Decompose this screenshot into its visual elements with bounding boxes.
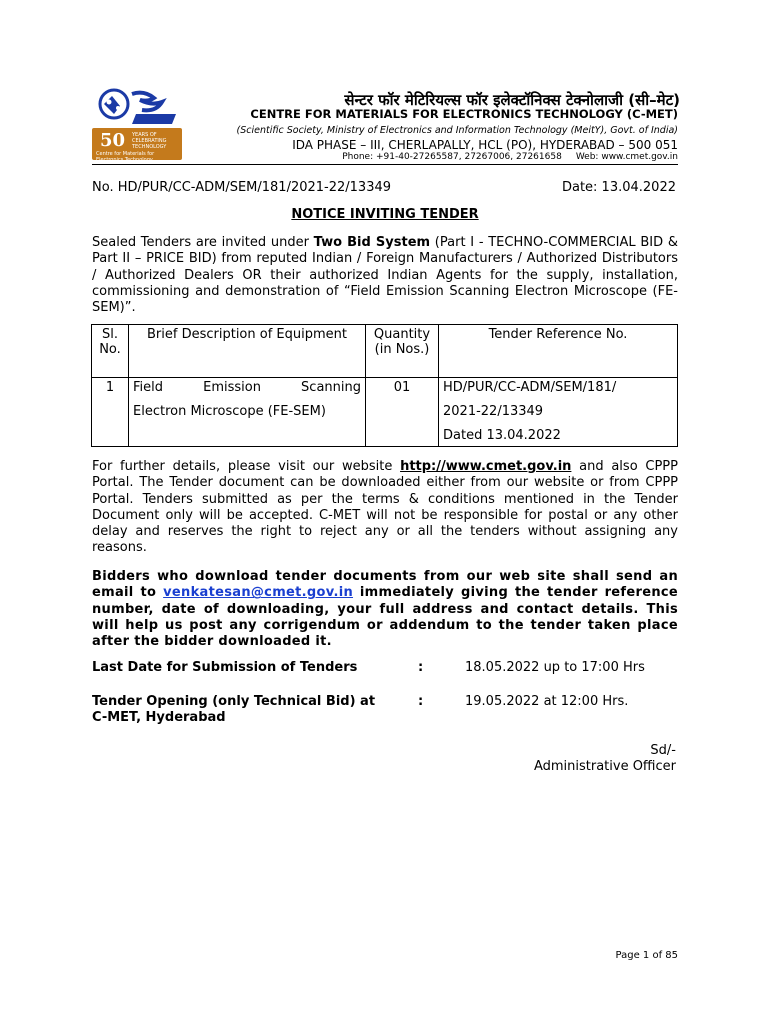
header-quantity: Quantity (in Nos.) [366, 325, 439, 378]
description-line-2: Electron Microscope (FE-SEM) [133, 404, 326, 419]
org-phone: Phone: +91-40-27265587, 27267006, 27261658 [342, 152, 562, 162]
opening-label: Tender Opening (only Technical Bid) at C-MET, Hyderabad [92, 694, 376, 725]
description-line-1 [133, 380, 361, 396]
description-word-3: Scanning [301, 380, 361, 395]
cell-reference [439, 378, 678, 447]
cmet-logo-icon [92, 84, 184, 130]
signature-sd: Sd/- [650, 743, 676, 758]
header-description: Brief Description of Equipment [129, 325, 366, 378]
signature-designation: Administrative Officer [533, 759, 676, 774]
submission-label: Last Date for Submission of Tenders [92, 660, 358, 675]
intro-pre: Sealed Tenders are invited under [92, 235, 314, 250]
reference-line-1: HD/PUR/CC-ADM/SEM/181/ [443, 380, 617, 395]
further-post: and also CPPP Portal. The Tender document can be downloaded either from our website or from CPPP Portal. Tenders submitted as per the terms & conditions mentioned in the Tender Document only will be accepted. C-MET will not be responsible for postal or any other delay and reserves the right to reject any or all the tenders without assigning any reasons. [92, 459, 678, 556]
signature-block [400, 743, 676, 775]
table-row [92, 378, 678, 447]
header-reference: Tender Reference No. [439, 325, 678, 378]
cell-description [129, 378, 366, 447]
table-header-row [92, 325, 678, 378]
cmet-logo [92, 84, 184, 130]
anniversary-number: 50 [100, 130, 126, 151]
header-divider [92, 164, 678, 165]
org-address: IDA PHASE – III, CHERLAPALLY, HCL (PO), HYDERABAD – 500 051 [292, 138, 678, 152]
reference-number: No. HD/PUR/CC-ADM/SEM/181/2021-22/13349 [92, 180, 392, 195]
intro-bold: Two Bid System [313, 235, 431, 250]
submission-colon: : [418, 660, 424, 675]
reference-line-2: 2021-22/13349 [443, 404, 544, 419]
org-contact [186, 152, 678, 162]
tender-table [91, 324, 678, 447]
bidders-paragraph [92, 569, 678, 650]
notice-title: NOTICE INVITING TENDER [291, 207, 479, 222]
cell-quantity: 01 [366, 378, 439, 447]
further-pre: For further details, please visit our website [92, 459, 401, 474]
hindi-org-name: सेन्टर फॉर मेटिरियल्स फॉर इलेक्टॉनिक्स टेक्नोलाजी (सी–मेट) [344, 91, 680, 109]
email-link[interactable]: venkatesan@cmet.gov.in [163, 585, 354, 601]
org-name: CENTRE FOR MATERIALS FOR ELECTRONICS TECHNOLOGY (C-MET) [250, 107, 678, 121]
opening-colon: : [418, 694, 424, 709]
org-web: Web: www.cmet.gov.in [575, 152, 678, 162]
document-date: Date: 13.04.2022 [561, 180, 676, 195]
bidders-post: immediately giving the tender reference number, date of downloading, your full address and contact details. This will help us post any corrigendum or addendum to the tender taken place after the bidder downloaded it. [92, 585, 678, 650]
description-word-1: Field [133, 380, 164, 395]
org-subtitle: (Scientific Society, Ministry of Electronics and Information Technology (MeitY), Govt. of India) [236, 125, 678, 136]
further-details-paragraph [92, 459, 678, 557]
cell-sl: 1 [92, 378, 129, 447]
bidders-pre: Bidders who download tender documents from our web site shall send an email to [92, 569, 678, 601]
description-word-2: Emission [203, 380, 261, 395]
anniversary-years-text: YEARS OF CELEBRATING TECHNOLOGY [132, 132, 167, 150]
anniversary-logo [92, 128, 182, 163]
intro-post: (Part I - TECHNO-COMMERCIAL BID & Part II – PRICE BID) from reputed Indian / Foreign Manufacturers / Authorized Distributors / Authorized Dealers OR their authorized Indian Agents for the supply, installation, commissioning and demonstration of “Field Emission Scanning Electron Microscope (FE-SEM)”. [92, 235, 678, 316]
submission-value: 18.05.2022 up to 17:00 Hrs [465, 660, 645, 675]
intro-paragraph [92, 235, 678, 316]
reference-line-3: Dated 13.04.2022 [443, 428, 561, 443]
anniversary-tagline: Centre for Materials for Electronics Technology [96, 151, 155, 163]
website-link[interactable]: http://www.cmet.gov.in [400, 459, 572, 474]
opening-value: 19.05.2022 at 12:00 Hrs. [465, 694, 629, 709]
page-number: Page 1 of 85 [615, 950, 678, 961]
header-sl: Sl. No. [92, 325, 129, 378]
